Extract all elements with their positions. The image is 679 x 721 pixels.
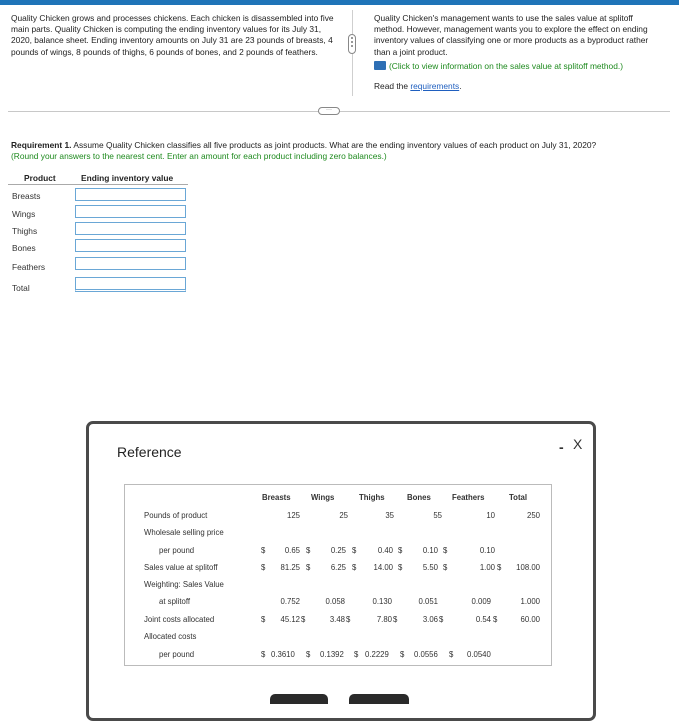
dollar-sign: $ [449, 650, 454, 659]
dollar-sign: $ [400, 650, 405, 659]
label-per-pound: per pound [159, 546, 195, 555]
dollar-sign: $ [261, 615, 266, 624]
dollar-sign: $ [393, 615, 398, 624]
price-wings: 0.25 [330, 546, 346, 555]
alloc-thighs: 0.2229 [365, 650, 389, 659]
requirement-question: Assume Quality Chicken classifies all five products as joint products. What are the ending inventory values of each product on July 31, 2020? [71, 140, 597, 150]
modal-button-right[interactable] [349, 694, 409, 704]
ref-header-feathers: Feathers [452, 493, 485, 502]
feathers-value-input[interactable] [75, 257, 186, 270]
dollar-sign: $ [398, 546, 403, 555]
sales-total: 108.00 [516, 563, 540, 572]
label-sales-value: Sales value at splitoff [144, 563, 218, 572]
label-joint-costs: Joint costs allocated [144, 615, 215, 624]
vertical-resize-handle[interactable] [348, 34, 356, 54]
sales-bones: 5.50 [422, 563, 438, 572]
alloc-breasts: 0.3610 [271, 650, 295, 659]
weight-wings: 0.058 [325, 597, 345, 606]
joint-total: 60.00 [520, 615, 540, 624]
row-label-total: Total [12, 283, 30, 293]
document-icon [374, 61, 386, 70]
row-label-feathers: Feathers [12, 262, 46, 272]
weight-total: 1.000 [520, 597, 540, 606]
read-prefix: Read the [374, 81, 411, 91]
value-column-header: Ending inventory value [81, 173, 174, 183]
dollar-sign: $ [497, 563, 502, 572]
dollar-sign: $ [306, 563, 311, 572]
alloc-bones: 0.0556 [414, 650, 438, 659]
weight-thighs: 0.130 [372, 597, 392, 606]
label-per-pound-2: per pound [159, 650, 195, 659]
joint-breasts: 45.12 [280, 615, 300, 624]
label-pounds: Pounds of product [144, 511, 208, 520]
price-feathers: 0.10 [479, 546, 495, 555]
dollar-sign: $ [346, 615, 351, 624]
pounds-total: 250 [526, 511, 540, 520]
requirement-title: Requirement 1. [11, 140, 72, 150]
close-icon[interactable]: X [573, 436, 583, 452]
ref-header-total: Total [509, 493, 528, 502]
read-requirements-line [374, 81, 462, 91]
read-suffix: . [459, 81, 462, 91]
bones-value-input[interactable] [75, 239, 186, 252]
requirement-note: (Round your answers to the nearest cent. Enter an amount for each product including zero balances.) [11, 151, 387, 161]
alloc-wings: 0.1392 [320, 650, 344, 659]
pounds-breasts: 125 [286, 511, 300, 520]
dollar-sign: $ [261, 546, 266, 555]
pounds-bones: 55 [433, 511, 442, 520]
sales-wings: 6.25 [330, 563, 346, 572]
dollar-sign: $ [306, 650, 311, 659]
ref-header-breasts: Breasts [262, 493, 291, 502]
wings-value-input[interactable] [75, 205, 186, 218]
pounds-wings: 25 [339, 511, 348, 520]
label-allocated: Allocated costs [144, 632, 197, 641]
dollar-sign: $ [493, 615, 498, 624]
reference-title: Reference [117, 444, 182, 460]
weight-bones: 0.051 [418, 597, 438, 606]
breasts-value-input[interactable] [75, 188, 186, 201]
table-header-rule [8, 184, 188, 185]
dollar-sign: $ [443, 563, 448, 572]
top-accent-bar [0, 0, 679, 5]
joint-thighs: 7.80 [376, 615, 392, 624]
splitoff-info-link[interactable] [374, 61, 623, 71]
dollar-sign: $ [439, 615, 444, 624]
label-weighting: Weighting: Sales Value [144, 580, 224, 589]
row-label-bones: Bones [12, 243, 36, 253]
pounds-thighs: 35 [385, 511, 394, 520]
requirement-block [11, 140, 671, 162]
management-text: Quality Chicken's management wants to use the sales value at splitoff method. However, management wants you to explore the effect on ending inventory values of classifying one or more products as a byproduct rather than a joint product. [374, 13, 649, 57]
dollar-sign: $ [261, 563, 266, 572]
problem-intro: Quality Chicken grows and processes chickens. Each chicken is disassembled into five main parts. Quality Chicken is computing the ending inventory values for its July 31, 2020, balance sheet. Ending inventory amounts on July 31 are 23 pounds of breasts, 4 pounds of wings, 8 pounds of thighs, 6 pounds of bones, and 2 pounds of feathers. [11, 13, 334, 57]
joint-bones: 3.06 [422, 615, 438, 624]
dollar-sign: $ [352, 563, 357, 572]
price-breasts: 0.65 [284, 546, 300, 555]
modal-button-left[interactable] [270, 694, 328, 704]
reference-modal [86, 421, 596, 721]
weight-feathers: 0.009 [471, 597, 491, 606]
price-thighs: 0.40 [377, 546, 393, 555]
pounds-feathers: 10 [486, 511, 495, 520]
price-bones: 0.10 [422, 546, 438, 555]
joint-wings: 3.48 [329, 615, 345, 624]
requirements-link[interactable]: requirements [410, 81, 460, 91]
row-label-breasts: Breasts [12, 191, 41, 201]
label-wholesale: Wholesale selling price [144, 528, 224, 537]
thighs-value-input[interactable] [75, 222, 186, 235]
ref-header-bones: Bones [407, 493, 431, 502]
sales-feathers: 1.00 [479, 563, 495, 572]
joint-feathers: 0.54 [475, 615, 491, 624]
row-label-wings: Wings [12, 209, 36, 219]
dollar-sign: $ [398, 563, 403, 572]
dollar-sign: $ [261, 650, 266, 659]
dollar-sign: $ [354, 650, 359, 659]
row-label-thighs: Thighs [12, 226, 38, 236]
minimize-icon[interactable]: - [559, 439, 564, 455]
weight-breasts: 0.752 [280, 597, 300, 606]
total-value-input[interactable] [75, 277, 186, 292]
ref-header-wings: Wings [311, 493, 335, 502]
alloc-feathers: 0.0540 [467, 650, 491, 659]
dollar-sign: $ [443, 546, 448, 555]
reference-table [124, 484, 552, 666]
label-at-splitoff: at splitoff [159, 597, 191, 606]
dollar-sign: $ [352, 546, 357, 555]
horizontal-resize-handle[interactable]: ··· [318, 107, 340, 115]
sales-thighs: 14.00 [373, 563, 393, 572]
dollar-sign: $ [306, 546, 311, 555]
ref-header-thighs: Thighs [359, 493, 385, 502]
splitoff-info-link-text[interactable]: (Click to view information on the sales value at splitoff method.) [389, 61, 623, 71]
sales-breasts: 81.25 [280, 563, 300, 572]
dollar-sign: $ [301, 615, 306, 624]
product-column-header: Product [24, 173, 56, 183]
